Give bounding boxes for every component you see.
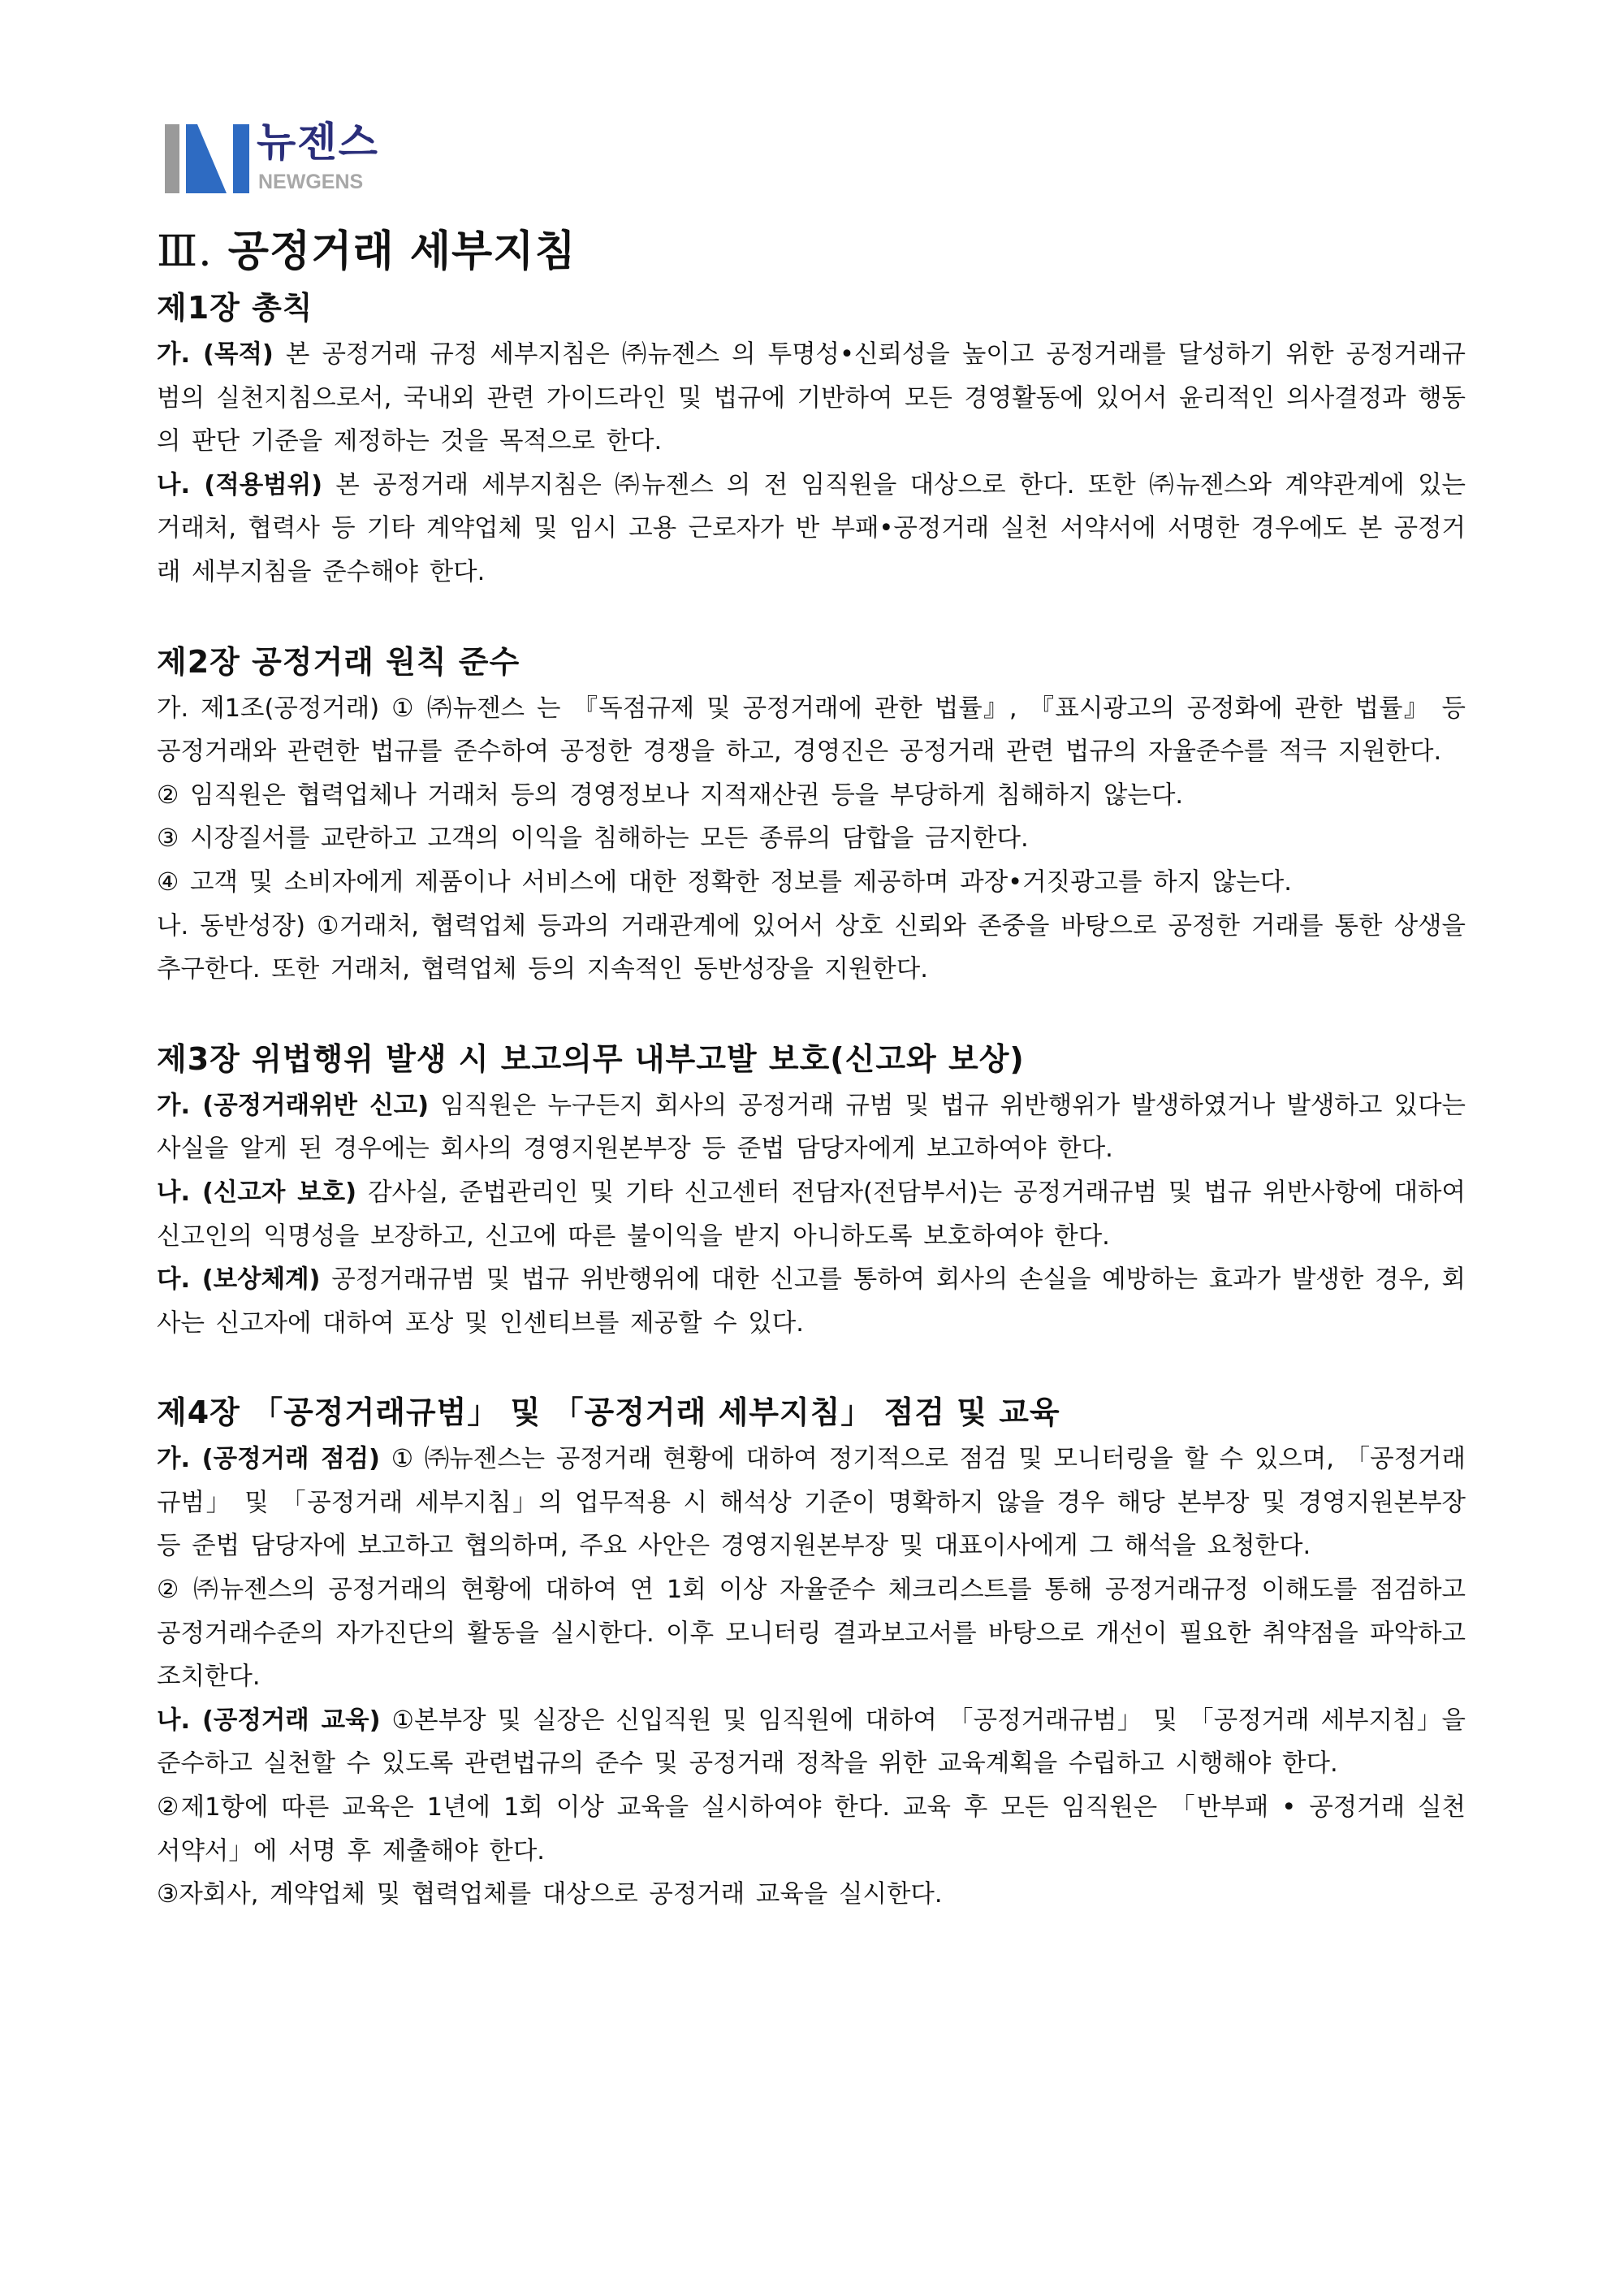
paragraph-text: 공정거래규범 및 법규 위반행위에 대한 신고를 통하여 회사의 손실을 예방하는 효과가 발생한 경우, 회사는 신고자에 대하여 포상 및 인센티브를 제공할 수 있다. <box>157 1265 1466 1338</box>
logo-n-mark-icon <box>186 124 249 193</box>
paragraph-label: 다. (보상체계) <box>157 1265 321 1295</box>
paragraph <box>157 1258 1466 1345</box>
chapter-2 <box>157 637 1466 992</box>
paragraph-text: 본 공정거래 규정 세부지침은 ㈜뉴젠스 의 투명성•신뢰성을 높이고 공정거래를 달성하기 위한 공정거래규범의 실천지침으로서, 국내외 관련 가이드라인 및 법규에 기반하여 모든 경영활동에 있어서 윤리적인 의사결정과 행동의 판단 기준을 제정하는 것을 목적으로 한다. <box>157 340 1466 456</box>
paragraph-text: 나. 동반성장) ①거래처, 협력업체 등과의 거래관계에 있어서 상호 신뢰와 존중을 바탕으로 공정한 거래를 통한 상생을 추구한다. 또한 거래처, 협력업체 등의 지속적인 동반성장을 지원한다. <box>157 911 1466 984</box>
paragraph-text: 임직원은 누구든지 회사의 공정거래 규범 및 법규 위반행위가 발생하였거나 발생하고 있다는 사실을 알게 된 경우에는 회사의 경영지원본부장 등 준법 담당자에게 보고하여야 한다. <box>157 1091 1466 1164</box>
section-spacer <box>157 595 1466 637</box>
paragraph-text: ②제1항에 따른 교육은 1년에 1회 이상 교육을 실시하여야 한다. 교육 후 모든 임직원은 「반부패 • 공정거래 실천 서약서」에 서명 후 제출해야 한다. <box>157 1793 1466 1866</box>
paragraph-text: ④ 고객 및 소비자에게 제품이나 서비스에 대한 정확한 정보를 제공하며 과장•거짓광고를 하지 않는다. <box>157 867 1292 897</box>
logo-korean-text: 뉴젠스 <box>257 119 379 166</box>
paragraph-text: ② 임직원은 협력업체나 거래처 등의 경영정보나 지적재산권 등을 부당하게 침해하지 않는다. <box>157 780 1184 810</box>
paragraph <box>157 817 1466 861</box>
paragraph <box>157 464 1466 595</box>
paragraph <box>157 1171 1466 1258</box>
title-text: 공정거래 세부지침 <box>227 227 577 276</box>
paragraph-text: ③ 시장질서를 교란하고 고객의 이익을 침해하는 모든 종류의 담합을 금지한다. <box>157 824 1029 854</box>
paragraph <box>157 1873 1466 1917</box>
chapter-heading: 제4장 「공정거래규범」 및 「공정거래 세부지침」 점검 및 교육 <box>157 1394 1060 1431</box>
logo-english-text: NEWGENS <box>258 171 364 193</box>
paragraph-label: 나. (공정거래 교육) <box>157 1706 381 1735</box>
paragraph-label: 나. (신고자 보호) <box>157 1178 357 1207</box>
paragraph-text: 본 공정거래 세부지침은 ㈜뉴젠스 의 전 임직원을 대상으로 한다. 또한 ㈜뉴젠스와 계약관계에 있는 거래처, 협력사 등 기타 계약업체 및 임시 고용 근로자가 반 부패•공정거래 실천 서약서에 서명한 경우에도 본 공정거래 세부지침을 준수해야 한다. <box>157 470 1466 586</box>
section-spacer <box>157 1345 1466 1387</box>
paragraph-label: 나. (적용범위) <box>157 470 323 499</box>
logo-gray-bar <box>165 124 179 193</box>
section-spacer <box>157 992 1466 1034</box>
chapter-1 <box>157 283 1466 595</box>
chapter-heading: 제2장 공정거래 원칙 준수 <box>157 643 520 680</box>
paragraph <box>157 333 1466 464</box>
chapter-3 <box>157 1034 1466 1346</box>
paragraph-text: 감사실, 준법관리인 및 기타 신고센터 전담자(전담부서)는 공정거래규범 및 법규 위반사항에 대하여 신고인의 익명성을 보장하고, 신고에 따른 불이익을 받지 아니하도록 보호하여야 한다. <box>157 1178 1466 1251</box>
company-logo <box>165 119 417 196</box>
paragraph-text: 가. 제1조(공정거래) ① ㈜뉴젠스 는 『독점규제 및 공정거래에 관한 법률』, 『표시광고의 공정화에 관한 법률』 등 공정거래와 관련한 법규를 준수하여 공정한 경쟁을 하고, 경영진은 공정거래 관련 법규의 자율준수를 적극 지원한다. <box>157 694 1466 767</box>
paragraph <box>157 1084 1466 1171</box>
paragraph-text: ② ㈜뉴젠스의 공정거래의 현황에 대하여 연 1회 이상 자율준수 체크리스트를 통해 공정거래규정 이해도를 점검하고 공정거래수준의 자가진단의 활동을 실시한다. 이후 모니터링 결과보고서를 바탕으로 개선이 필요한 취약점을 파악하고 조치한다. <box>157 1576 1466 1692</box>
paragraph <box>157 774 1466 818</box>
paragraph-text: ① ㈜뉴젠스는 공정거래 현황에 대하여 정기적으로 점검 및 모니터링을 할 수 있으며, 「공정거래규범」 및 「공정거래 세부지침」의 업무적용 시 해석상 기준이 명확하지 않을 경우 해당 본부장 및 경영지원본부장 등 준법 담당자에 보고하고 협의하며, 주요 사안은 경영지원본부장 및 대표이사에게 그 해석을 요청한다. <box>157 1445 1466 1561</box>
paragraph <box>157 1568 1466 1699</box>
document-body <box>157 221 1466 1917</box>
paragraph <box>157 1699 1466 1786</box>
chapter-heading: 제3장 위법행위 발생 시 보고의무 내부고발 보호(신고와 보상) <box>157 1040 1025 1077</box>
paragraph-label: 가. (공정거래 점검) <box>157 1445 380 1474</box>
paragraph <box>157 1438 1466 1568</box>
page-title <box>157 221 1466 283</box>
paragraph <box>157 905 1466 992</box>
paragraph-text: ③자회사, 계약업체 및 협력업체를 대상으로 공정거래 교육을 실시한다. <box>157 1880 943 1909</box>
paragraph-text: ①본부장 및 실장은 신입직원 및 임직원에 대하여 「공정거래규범」 및 「공정거래 세부지침」을 준수하고 실천할 수 있도록 관련법규의 준수 및 공정거래 정착을 위한 교육계획을 수립하고 시행해야 한다. <box>157 1706 1466 1779</box>
paragraph-label: 가. (목적) <box>157 340 274 369</box>
chapter-4 <box>157 1387 1466 1917</box>
paragraph <box>157 687 1466 774</box>
title-roman-numeral: Ⅲ. <box>157 227 213 276</box>
paragraph <box>157 1786 1466 1873</box>
chapter-heading: 제1장 총칙 <box>157 290 313 326</box>
paragraph <box>157 861 1466 905</box>
paragraph-label: 가. (공정거래위반 신고) <box>157 1091 430 1120</box>
